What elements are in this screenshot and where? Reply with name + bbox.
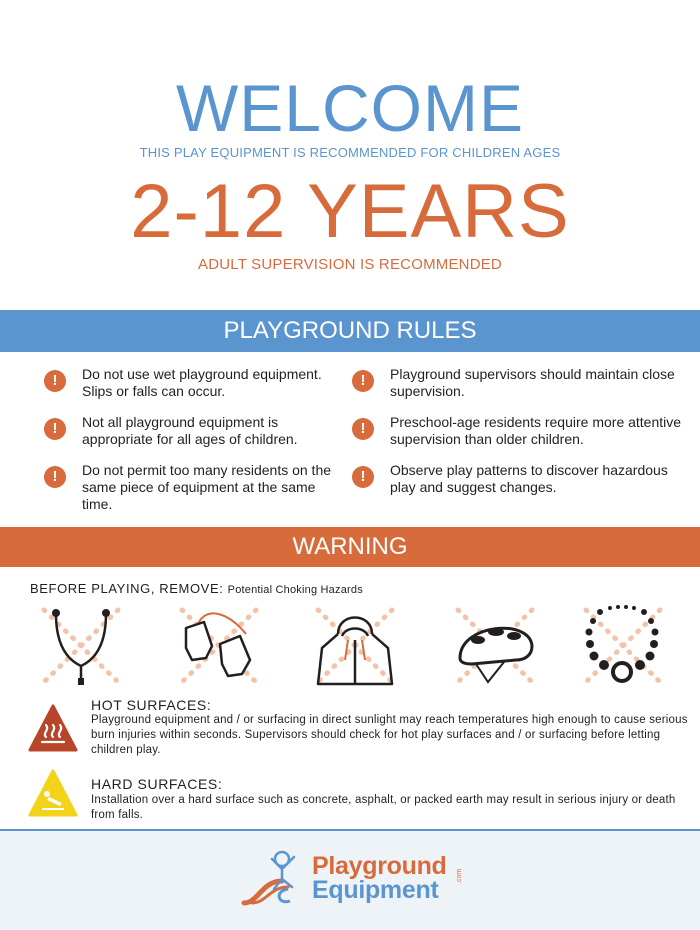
- hard-surface-icon: [28, 768, 78, 818]
- rule-text: Do not use wet playground equipment. Slips or falls can occur.: [82, 366, 322, 399]
- before-playing-heading: BEFORE PLAYING, REMOVE:: [30, 581, 224, 596]
- age-range-heading: 2-12 YEARS: [130, 169, 570, 254]
- rule-item: [44, 414, 334, 448]
- logo-text-com: .com: [456, 868, 463, 884]
- rule-text: Observe play patterns to discover hazardous play and suggest changes.: [390, 462, 668, 495]
- welcome-title: WELCOME: [175, 71, 525, 145]
- exclamation-icon: !: [44, 370, 66, 392]
- bike-helmet-icon: [452, 604, 538, 688]
- hot-surfaces-title: HOT SURFACES:: [91, 697, 212, 713]
- choking-hazards-subtitle: Potential Choking Hazards: [227, 584, 363, 596]
- warning-banner: WARNING: [0, 527, 700, 567]
- ages-recommendation-text: THIS PLAY EQUIPMENT IS RECOMMENDED FOR CHILDREN AGES: [139, 145, 561, 160]
- rule-text: Do not permit too many residents on the same piece of equipment at the same time.: [82, 462, 332, 512]
- rule-item: [352, 366, 682, 400]
- exclamation-icon: !: [352, 370, 374, 392]
- logo-text-equipment: Equipment: [312, 876, 439, 904]
- playground-rules-banner: PLAYGROUND RULES: [0, 310, 700, 352]
- hard-surfaces-text: Installation over a hard surface such as concrete, asphalt, or packed earth may result in serious injury or death from falls.: [91, 794, 676, 821]
- exclamation-icon: !: [352, 418, 374, 440]
- hard-surfaces-title: HARD SURFACES:: [91, 776, 223, 792]
- exclamation-icon: !: [44, 418, 66, 440]
- before-playing-label: [30, 581, 363, 596]
- earbuds-icon: [38, 604, 124, 688]
- supervision-notice: ADULT SUPERVISION IS RECOMMENDED: [198, 256, 502, 273]
- exclamation-icon: !: [352, 466, 374, 488]
- rule-text: Not all playground equipment is appropriate for all ages of children.: [82, 414, 298, 447]
- hot-surface-icon: [28, 703, 78, 753]
- necklace-icon: [580, 604, 666, 688]
- rule-text: Playground supervisors should maintain close supervision.: [390, 366, 675, 399]
- hooded-jacket-drawstring-icon: [312, 604, 398, 688]
- rule-text: Preschool-age residents require more attentive supervision than older children.: [390, 414, 682, 447]
- rule-item: [44, 462, 334, 513]
- logo-text-playground: Playground: [312, 852, 447, 880]
- exclamation-icon: !: [44, 466, 66, 488]
- hot-surfaces-text: Playground equipment and / or surfacing in direct sunlight may reach temperatures high enough to cause serious burn injuries within seconds. Supervisors should check for hot play surfaces and / or surfacing before letting children play.: [91, 714, 688, 756]
- mittens-on-string-icon: [176, 604, 262, 688]
- rule-item: [352, 414, 682, 448]
- rule-item: [44, 366, 334, 400]
- rule-item: [352, 462, 682, 496]
